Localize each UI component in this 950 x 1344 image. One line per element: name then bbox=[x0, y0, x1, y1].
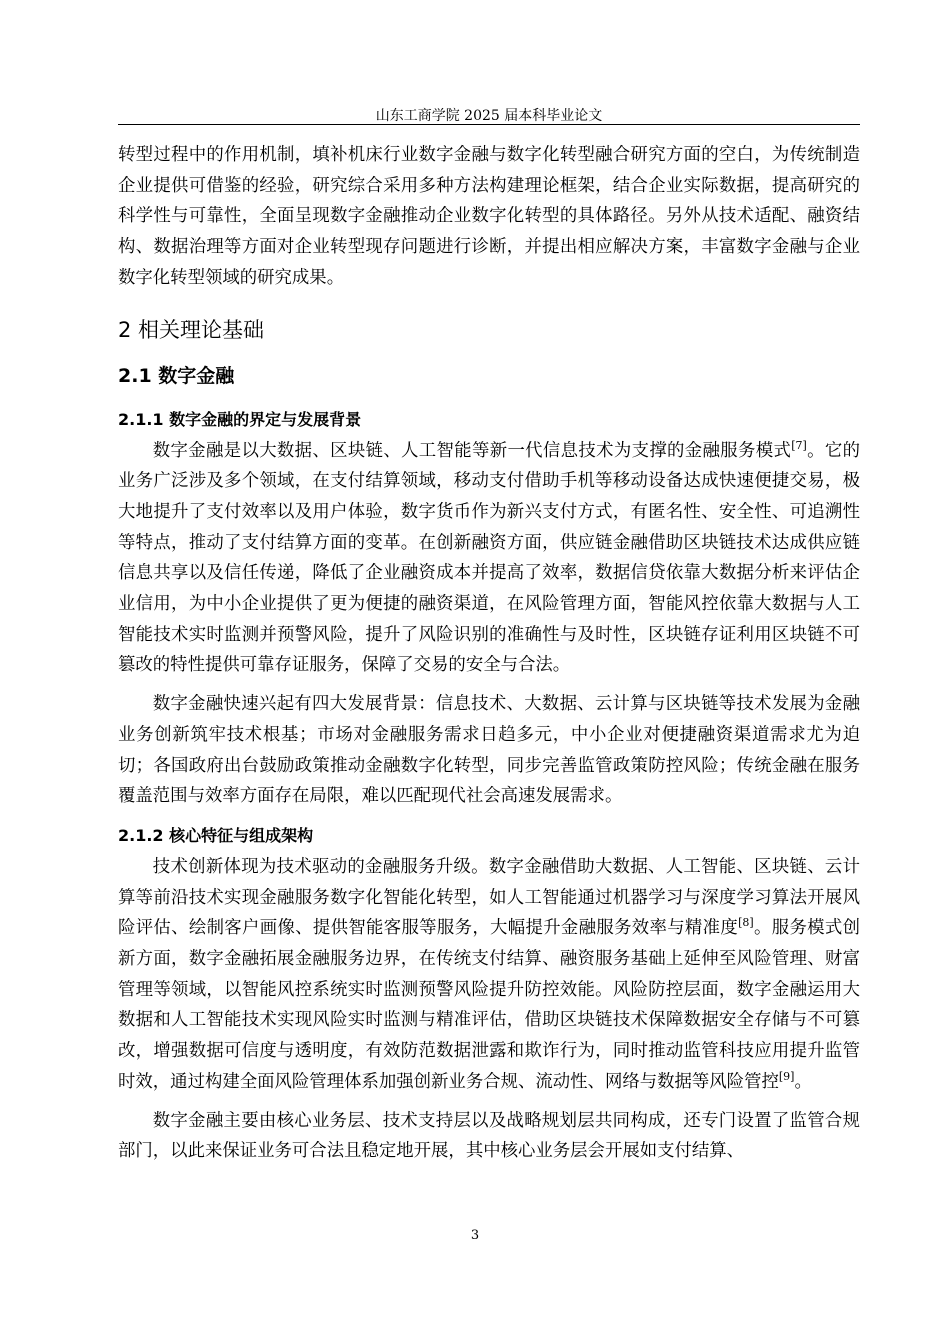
page-body bbox=[118, 140, 860, 1167]
citation-8: [8] bbox=[738, 916, 754, 930]
paragraph-digital-finance-definition bbox=[118, 436, 860, 682]
paragraph-core-features bbox=[118, 852, 860, 1098]
paragraph-text: 。它的业务广泛涉及多个领域，在支付结算领域，移动支付借助手机等移动设备达成快速便捷交易，极大地提升了支付效率以及用户体验，数字货币作为新兴支付方式，有匿名性、安全性、可追溯性等特点，推动了支付结算方面的变革。在创新融资方面，供应链金融借助区块链技术达成供应链信息共享以及信任传递，降低了企业融资成本并提高了效率，数据信贷依靠大数据分析来评估企业信用，为中小企业提供了更为便捷的融资渠道，在风险管理方面，智能风控依靠大数据与人工智能技术实时监测并预警风险，提升了风险识别的准确性与及时性，区块链存证利用区块链不可篡改的特性提供可靠存证服务，保障了交易的安全与合法。 bbox=[118, 440, 860, 676]
section-2-1-1-heading: 2.1.1 数字金融的界定与发展背景 bbox=[118, 409, 362, 429]
citation-7: [7] bbox=[791, 438, 807, 452]
intro-paragraph: 转型过程中的作用机制，填补机床行业数字金融与数字化转型融合研究方面的空白，为传统制造企业提供可借鉴的经验，研究综合采用多种方法构建理论框架，结合企业实际数据，提高研究的科学性与可靠性，全面呈现数字金融推动企业数字化转型的具体路径。另外从技术适配、融资结构、数据治理等方面对企业转型现存问题进行诊断，并提出相应解决方案，丰富数字金融与企业数字化转型领域的研究成果。 bbox=[118, 145, 860, 288]
section-2-heading: 2 相关理论基础 bbox=[118, 317, 265, 342]
running-header: 山东工商学院 2025 届本科毕业论文 bbox=[375, 108, 603, 124]
paragraph-text: 。服务模式创新方面，数字金融拓展金融服务边界，在传统支付结算、融资服务基础上延伸至风险管理、财富管理等领域，以智能风控系统实时监测预警风险提升防控效能。风险防控层面，数字金融运用大数据和人工智能技术实现风险实时监测与精准评估，借助区块链技术保障数据安全存储与不可篡改，增强数据可信度与透明度，有效防范数据泄露和欺诈行为，同时推动监管科技应用提升监管时效，通过构建全面风险管理体系加强创新业务合规、流动性、网络与数据等风险管控 bbox=[118, 918, 860, 1092]
paragraph-architecture: 数字金融主要由核心业务层、技术支持层以及战略规划层共同构成，还专门设置了监管合规部门，以此来保证业务可合法且稳定地开展，其中核心业务层会开展如支付结算、 bbox=[118, 1110, 860, 1162]
header-divider bbox=[118, 124, 860, 125]
paragraph-spacer bbox=[118, 681, 860, 689]
paragraph-spacer bbox=[118, 1098, 860, 1106]
paragraph-text: 数字金融是以大数据、区块链、人工智能等新一代信息技术为支撑的金融服务模式 bbox=[152, 440, 792, 461]
section-2-1-2-heading: 2.1.2 核心特征与组成架构 bbox=[118, 825, 314, 845]
paragraph-text: 。 bbox=[794, 1071, 812, 1092]
page-number: 3 bbox=[470, 1228, 480, 1243]
citation-9: [9] bbox=[778, 1069, 795, 1083]
paragraph-development-background: 数字金融快速兴起有四大发展背景：信息技术、大数据、云计算与区块链等技术发展为金融业务创新筑牢技术根基；市场对金融服务需求日趋多元，中小企业对便捷融资渠道需求尤为迫切；各国政府出台鼓励政策推动金融数字化转型，同步完善监管政策防控风险；传统金融在服务覆盖范围与效率方面存在局限，难以匹配现代社会高速发展需求。 bbox=[118, 694, 860, 807]
section-2-1-heading: 2.1 数字金融 bbox=[118, 364, 235, 387]
paragraph-text: 技术创新体现为技术驱动的金融服务升级。数字金融借助大数据、人工智能、区块链、云计算等前沿技术实现金融服务数字化智能化转型，如人工智能通过机器学习与深度学习算法开展风险评估、绘制客户画像、提供智能客服等服务，大幅提升金融服务效率与精准度 bbox=[118, 856, 860, 939]
